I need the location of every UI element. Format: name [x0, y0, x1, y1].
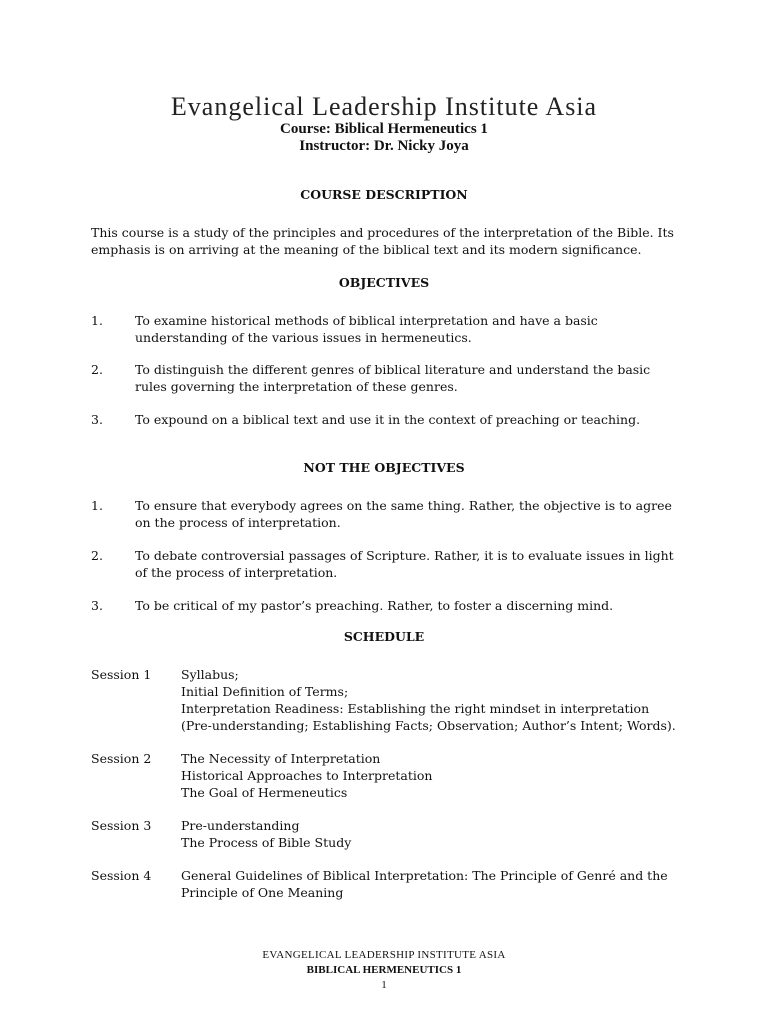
institute-title: Evangelical Leadership Institute Asia [170, 92, 598, 121]
objective-text: To distinguish the different genres of biblical literature and understand the basic rules governing the interpretation of these genres. [135, 362, 651, 394]
objective-text: To expound on a biblical text and use it in the context of preaching or teaching. [135, 412, 641, 427]
session-content [181, 867, 681, 901]
session-line: Syllabus; [181, 667, 239, 682]
course-description-heading: COURSE DESCRIPTION [300, 187, 468, 202]
session-line: Interpretation Readiness: Establishing the right mindset in interpretation (Pre-understanding; Establishing Facts; Observation; Author’s Intent; Words). [181, 701, 676, 733]
not-objectives-heading: NOT THE OBJECTIVES [303, 460, 465, 475]
session-line: Pre-understanding [181, 818, 300, 833]
session-line: The Process of Bible Study [181, 835, 352, 850]
not-objective-number: 2. [91, 548, 103, 563]
course-description-text: This course is a study of the principles and procedures of the interpretation of the Bible. Its emphasis is on arriving at the meaning of the biblical text and its modern significance. [91, 225, 674, 257]
not-objective-text: To debate controversial passages of Scripture. Rather, it is to evaluate issues in light of the process of interpretation. [135, 548, 674, 580]
objectives-heading: OBJECTIVES [338, 275, 430, 290]
footer-institute: EVANGELICAL LEADERSHIP INSTITUTE ASIA [262, 949, 506, 961]
session-label: Session 3 [91, 818, 152, 833]
page-number: 1 [381, 979, 387, 991]
session-label: Session 1 [91, 667, 152, 682]
objective-text: To examine historical methods of biblical interpretation and have a basic understanding of the various issues in hermeneutics. [135, 313, 598, 345]
course-title: Course: Biblical Hermeneutics 1 [280, 121, 488, 137]
session-label: Session 4 [91, 868, 152, 883]
session-line: Historical Approaches to Interpretation [181, 768, 433, 783]
objective-number: 3. [91, 412, 103, 427]
footer-course: BIBLICAL HERMENEUTICS 1 [306, 964, 462, 976]
session-content [181, 750, 681, 801]
session-line: Initial Definition of Terms; [181, 684, 349, 699]
session-content [181, 666, 681, 734]
objective-number: 2. [91, 362, 103, 377]
not-objective-text: To be critical of my pastor’s preaching. Rather, to foster a discerning mind. [135, 598, 614, 613]
session-line: The Goal of Hermeneutics [181, 785, 348, 800]
instructor-line: Instructor: Dr. Nicky Joya [299, 138, 469, 154]
not-objective-number: 1. [91, 498, 103, 513]
session-line: General Guidelines of Biblical Interpretation: The Principle of Genré and the Principle of One Meaning [181, 868, 668, 900]
session-line: The Necessity of Interpretation [181, 751, 381, 766]
not-objective-text: To ensure that everybody agrees on the same thing. Rather, the objective is to agree on the process of interpretation. [135, 498, 672, 530]
session-label: Session 2 [91, 751, 152, 766]
session-content [181, 817, 681, 851]
schedule-heading: SCHEDULE [343, 629, 425, 644]
not-objective-number: 3. [91, 598, 103, 613]
objective-number: 1. [91, 313, 103, 328]
